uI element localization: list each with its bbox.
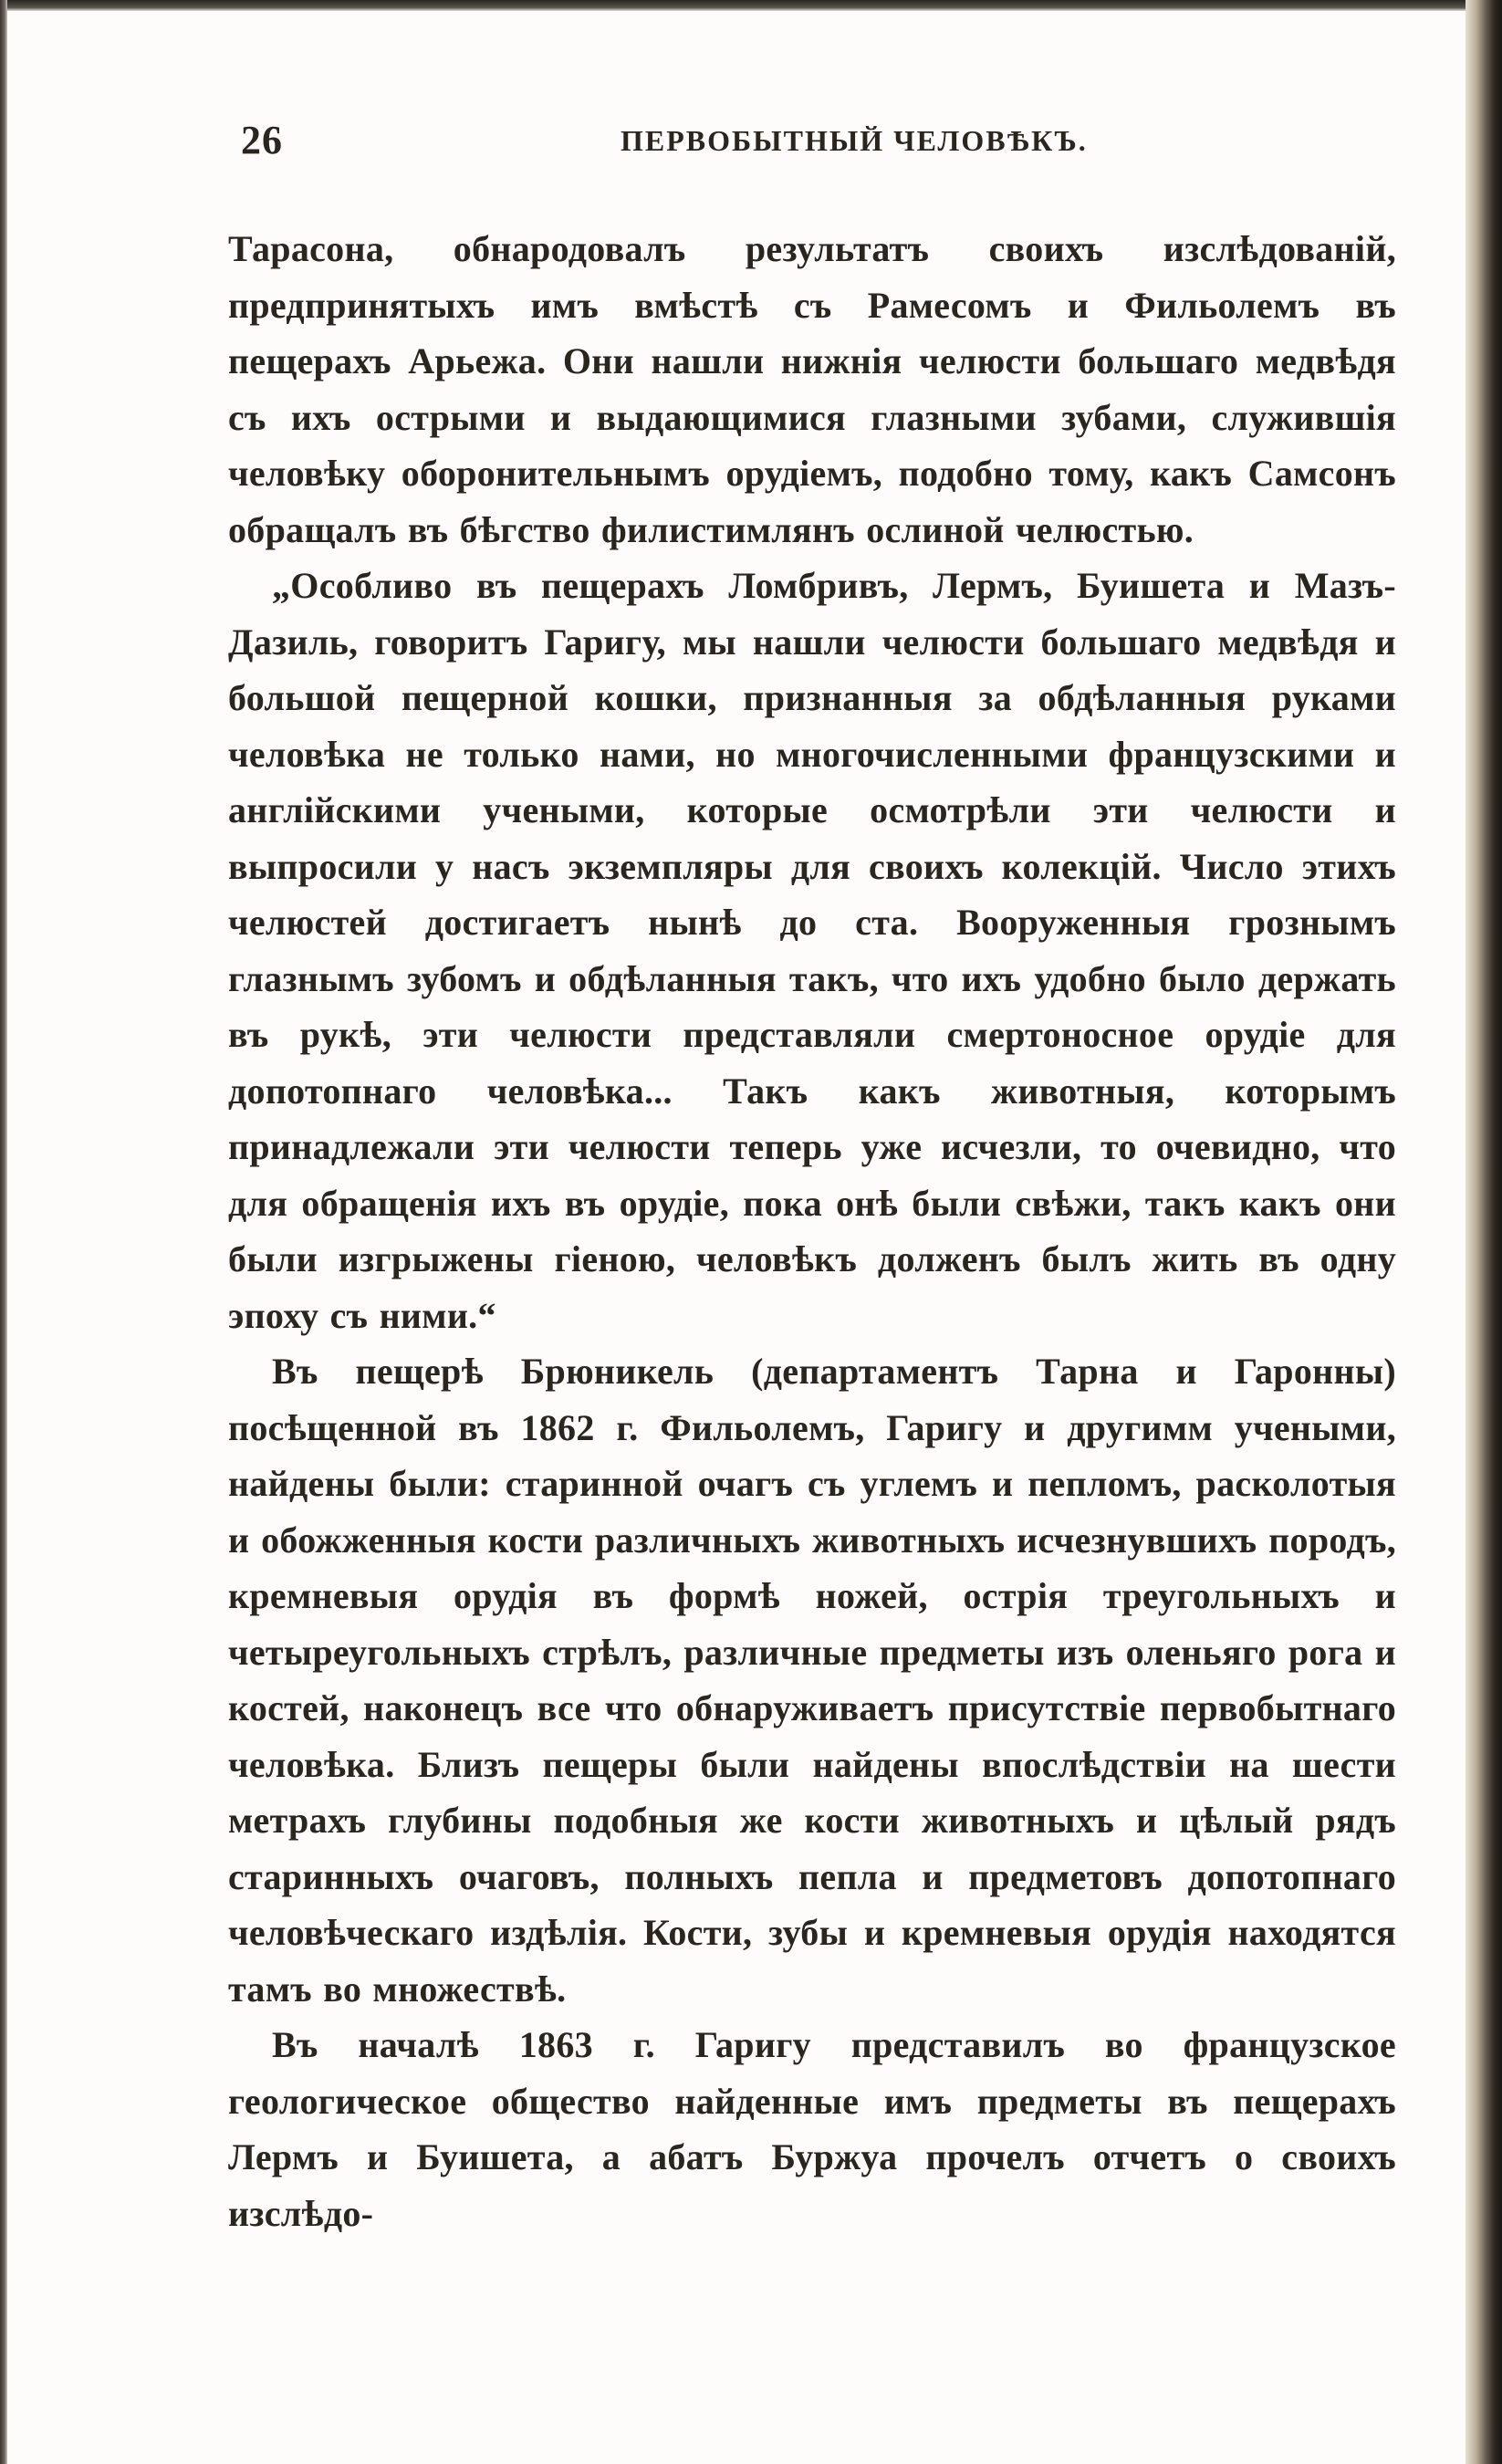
book-spine-edge [1465, 0, 1502, 2464]
page-number: 26 [241, 118, 283, 162]
running-title: ПЕРВОБЫТНЫЙ ЧЕЛОВѢКЪ. [621, 124, 1088, 157]
paragraph-1863: Въ началѣ 1863 г. Гаригу представилъ во французское геологическое общество найденные имъ предметы въ пещерахъ Лермъ и Буишета, а абатъ Буржуа прочелъ отчетъ о своихъ изслѣдо- [228, 2024, 1396, 2234]
paragraph-quote: „Особливо въ пещерахъ Ломбривъ, Лермъ, Буишета и Мазъ-Дазиль, говоритъ Гаригу, мы нашли челюсти большаго медвѣдя и большой пещерной кошки, признанныя за обдѣланныя руками человѣка не только нами, но многочисленными французскими и англійскими учеными, которые осмотрѣли эти челюсти и выпросили у насъ экземпляры для своихъ колекцій. Число этихъ челюстей достигаетъ нынѣ до ста. Вооруженныя грознымъ глазнымъ зубомъ и обдѣланныя такъ, что ихъ удобно было держать въ рукѣ, эти челюсти представляли смертоносное орудіе для допотопнаго человѣка... Такъ какъ животныя, которымъ принадлежали эти челюсти теперь уже исчезли, то очевидно, что для обращенія ихъ въ орудіе, пока онѣ были свѣжи, такъ какъ они были изгрыжены гіеною, человѣкъ долженъ былъ жить въ одну эпоху съ ними.“ [228, 565, 1396, 1336]
scan-border-left [0, 0, 7, 2464]
page-content [228, 117, 1396, 2241]
scan-border-top [0, 0, 1478, 11]
page-header [228, 117, 1396, 181]
paragraph-continued: Тарасона, обнародовалъ результатъ своихъ изслѣдованій, предпринятыхъ имъ вмѣстѣ съ Рамесомъ и Фильолемъ въ пещерахъ Арьежа. Они нашли нижнія челюсти большаго медвѣдя съ ихъ острыми и выдающимися глазными зубами, служившія человѣку оборонительнымъ орудіемъ, подобно тому, какъ Самсонъ обращалъ въ бѣгство филистимлянъ ослиной челюстью. [228, 228, 1396, 550]
body-text [228, 221, 1396, 2241]
paragraph-bruniquel-cave: Въ пещерѣ Брюникель (департаментъ Тарна и Гаронны) посѣщенной въ 1862 г. Фильолемъ, Гаригу и другимм учеными, найдены были: старинной очагъ съ углемъ и пепломъ, расколотыя и обожженныя кости различныхъ животныхъ исчезнувшихъ породъ, кремневыя орудія въ формѣ ножей, острія треугольныхъ и четыреугольныхъ стрѣлъ, различные предметы изъ оленьяго рога и костей, наконецъ все что обнаруживаетъ присутствіе первобытнаго человѣка. Близъ пещеры были найдены впослѣдствіи на шести метрахъ глубины подобныя же кости животныхъ и цѣлый рядъ старинныхъ очаговъ, полныхъ пепла и предметовъ допотопнаго человѣческаго издѣлія. Кости, зубы и кремневыя орудія находятся тамъ во множествѣ. [228, 1351, 1396, 2010]
